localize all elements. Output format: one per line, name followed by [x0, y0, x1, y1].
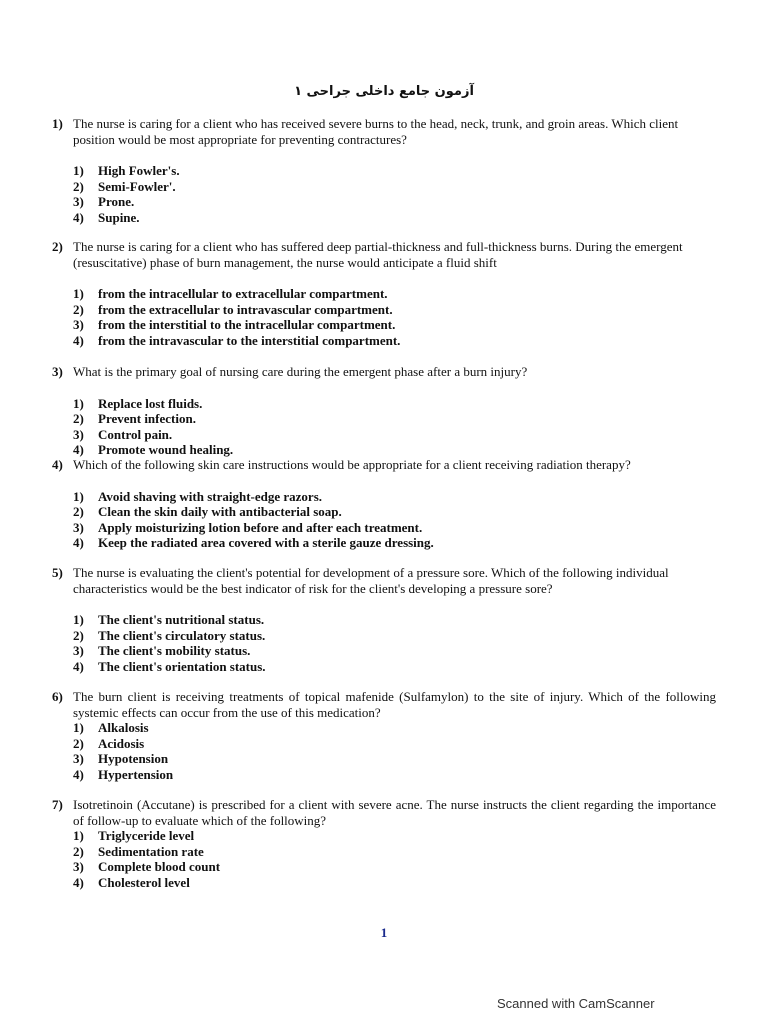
question-1 [52, 116, 716, 225]
options-list [52, 163, 716, 225]
option-item [73, 751, 716, 767]
question-stem [52, 364, 716, 380]
option-text: The client's mobility status. [98, 643, 251, 658]
question-text: Isotretinoin (Accutane) is prescribed for a client with severe acne. The nurse instructs the client regarding the importance of follow-up to evaluate which of the following? [73, 797, 716, 828]
option-number: 4) [73, 658, 84, 674]
options-list [52, 828, 716, 890]
option-text: Keep the radiated area covered with a sterile gauze dressing. [98, 535, 434, 550]
options-list [52, 720, 716, 782]
option-number: 1) [73, 828, 84, 843]
option-item [73, 736, 716, 752]
question-text: The nurse is caring for a client who has suffered deep partial-thickness and full-thickness burns. During the emergent (resuscitative) phase of burn management, the nurse would anticipate a fluid shift [73, 239, 683, 270]
question-stem [52, 116, 716, 147]
option-number: 4) [73, 535, 84, 550]
question-stem [52, 565, 716, 596]
option-text: Apply moisturizing lotion before and after each treatment. [98, 519, 423, 535]
option-text: The client's circulatory status. [98, 627, 266, 643]
option-item [73, 163, 716, 179]
question-text: The burn client is receiving treatments of topical mafenide (Sulfamylon) to the site of injury. Which of the following systemic effects can occur from the use of this medication? [73, 689, 716, 720]
option-number: 1) [73, 163, 84, 178]
option-number: 3) [73, 426, 84, 442]
scanner-watermark: Scanned with CamScanner [497, 996, 655, 1011]
option-number: 2) [73, 504, 84, 519]
option-text: Prone. [98, 194, 135, 209]
option-number: 3) [73, 859, 84, 874]
question-4 [52, 457, 716, 551]
option-number: 3) [73, 643, 84, 658]
option-number: 2) [73, 411, 84, 426]
option-item [73, 643, 716, 659]
option-number: 4) [73, 442, 84, 457]
option-item [73, 179, 716, 195]
page-title: آزمون جامع داخلی جراحی ۱ [294, 84, 474, 99]
option-item [73, 396, 716, 412]
question-3 [52, 364, 716, 458]
option-item [73, 317, 716, 333]
option-text: Avoid shaving with straight-edge razors. [98, 488, 323, 504]
question-number: 7) [52, 797, 63, 812]
options-list [52, 489, 716, 551]
option-number: 3) [73, 317, 84, 332]
option-item [73, 767, 716, 783]
option-text: Control pain. [98, 426, 173, 442]
option-text: from the intracellular to extracellular compartment. [98, 286, 388, 301]
page-number: 1 [380, 925, 388, 940]
option-item [73, 489, 716, 505]
option-item [73, 844, 716, 860]
option-number: 4) [73, 332, 84, 348]
option-number: 1) [73, 612, 84, 627]
option-item [73, 302, 716, 318]
question-6 [52, 689, 716, 782]
options-list [52, 396, 716, 458]
options-list [52, 612, 716, 674]
question-stem [52, 797, 716, 828]
option-text: Sedimentation rate [98, 843, 204, 859]
option-number: 2) [73, 735, 84, 751]
option-number: 4) [73, 209, 84, 225]
question-number: 6) [52, 689, 63, 704]
question-stem [52, 689, 716, 720]
option-item [73, 859, 716, 875]
option-number: 1) [73, 395, 84, 411]
question-7 [52, 797, 716, 890]
question-number: 3) [52, 364, 63, 379]
option-number: 2) [73, 627, 84, 643]
question-2 [52, 239, 716, 348]
option-number: 1) [73, 488, 84, 504]
question-text: The nurse is caring for a client who has received severe burns to the head, neck, trunk, and groin areas. Which client position would be most appropriate for preventing contractures? [73, 116, 679, 147]
option-item [73, 520, 716, 536]
option-text: The client's orientation status. [98, 658, 266, 674]
option-item [73, 828, 716, 844]
option-item [73, 659, 716, 675]
option-text: Cholesterol level [98, 874, 190, 890]
option-text: Triglyceride level [98, 828, 195, 843]
option-text: Supine. [98, 209, 140, 225]
option-text: Hypertension [98, 766, 174, 782]
option-text: from the interstitial to the intracellular compartment. [98, 317, 396, 332]
option-number: 2) [73, 178, 84, 194]
option-text: Acidosis [98, 735, 145, 751]
option-text: Hypotension [98, 751, 169, 766]
option-text: from the intravascular to the interstitial compartment. [98, 332, 401, 348]
option-item [73, 628, 716, 644]
option-item [73, 875, 716, 891]
option-number: 2) [73, 301, 84, 317]
option-number: 1) [73, 286, 84, 301]
question-number: 2) [52, 239, 63, 254]
option-number: 1) [73, 720, 84, 735]
option-item [73, 535, 716, 551]
option-text: Clean the skin daily with antibacterial soap. [98, 504, 342, 519]
option-item [73, 504, 716, 520]
option-number: 4) [73, 766, 84, 782]
option-text: Prevent infection. [98, 411, 196, 426]
option-number: 2) [73, 843, 84, 859]
option-text: from the extracellular to intravascular compartment. [98, 301, 393, 317]
option-item [73, 210, 716, 226]
question-text: The nurse is evaluating the client's potential for development of a pressure sore. Which of the following individual characteristics would be the best indicator of risk for the client's developing a pressure sore? [73, 565, 669, 596]
option-number: 3) [73, 519, 84, 535]
option-number: 3) [73, 751, 84, 766]
option-text: The client's nutritional status. [98, 612, 265, 627]
question-number: 4) [52, 457, 63, 472]
question-stem [52, 239, 716, 270]
question-5 [52, 565, 716, 674]
option-item [73, 194, 716, 210]
option-item [73, 612, 716, 628]
question-number: 1) [52, 116, 63, 131]
option-text: Replace lost fluids. [98, 395, 203, 411]
question-text: What is the primary goal of nursing care during the emergent phase after a burn injury? [73, 364, 528, 379]
option-text: High Fowler's. [98, 163, 180, 178]
option-text: Promote wound healing. [98, 442, 234, 457]
option-item [73, 411, 716, 427]
option-item [73, 286, 716, 302]
option-item [73, 442, 716, 458]
option-item [73, 720, 716, 736]
question-stem [52, 457, 716, 473]
options-list [52, 286, 716, 348]
option-text: Semi-Fowler'. [98, 178, 176, 194]
question-number: 5) [52, 565, 63, 580]
option-number: 4) [73, 874, 84, 890]
question-text: Which of the following skin care instructions would be appropriate for a client receiving radiation therapy? [73, 457, 631, 472]
option-text: Alkalosis [98, 720, 149, 735]
option-item [73, 427, 716, 443]
option-text: Complete blood count [98, 859, 221, 874]
option-item [73, 333, 716, 349]
option-number: 3) [73, 194, 84, 209]
